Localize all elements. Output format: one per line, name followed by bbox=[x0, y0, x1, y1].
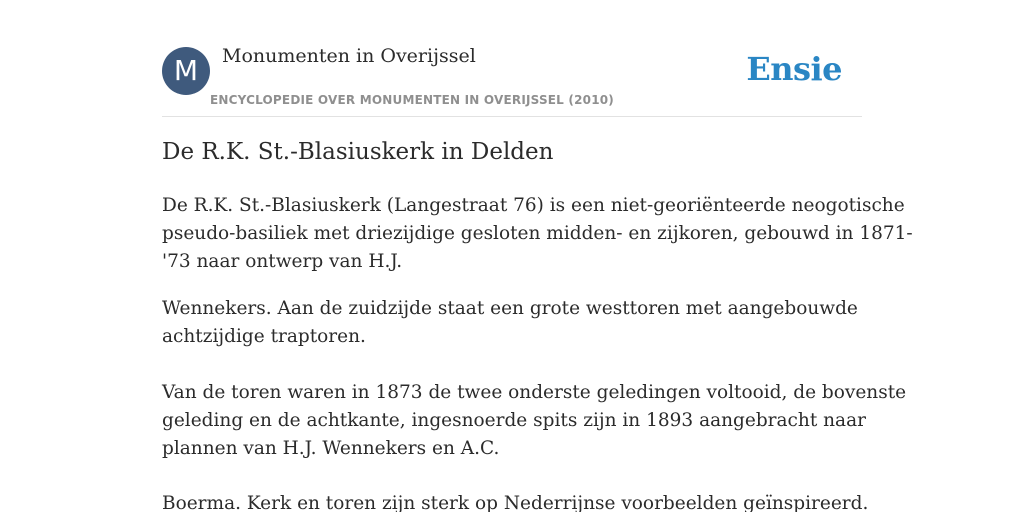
paragraph-line: Wennekers. Aan de zuidzijde staat een grote westtoren met aangebouwde bbox=[162, 298, 858, 319]
paragraph-4 bbox=[162, 490, 869, 512]
paragraph-3 bbox=[162, 379, 907, 463]
paragraph-line: pseudo-basiliek met driezijdige gesloten midden- en zijkoren, gebouwd in 1871- bbox=[162, 223, 913, 244]
source-subtitle: ENCYCLOPEDIE OVER MONUMENTEN IN OVERIJSSEL (2010) bbox=[210, 93, 614, 107]
paragraph-line: plannen van H.J. Wennekers en A.C. bbox=[162, 438, 500, 459]
paragraph-line: geleding en de achtkante, ingesnoerde spits zijn in 1893 aangebracht naar bbox=[162, 410, 866, 431]
avatar[interactable]: M bbox=[162, 47, 210, 95]
paragraph-line: achtzijdige traptoren. bbox=[162, 326, 366, 347]
paragraph-line: Van de toren waren in 1873 de twee onderste geledingen voltooid, de bovenste bbox=[162, 382, 907, 403]
page-title: De R.K. St.-Blasiuskerk in Delden bbox=[162, 139, 554, 165]
source-header bbox=[162, 0, 862, 117]
paragraph-line: De R.K. St.-Blasiuskerk (Langestraat 76) is een niet-georiënteerde neogotische bbox=[162, 195, 905, 216]
paragraph-2 bbox=[162, 295, 862, 351]
paragraph-line: Boerma. Kerk en toren zijn sterk op Nederrijnse voorbeelden geïnspireerd. bbox=[162, 493, 869, 512]
paragraph-line: '73 naar ontwerp van H.J. bbox=[162, 251, 403, 272]
ensie-logo-link[interactable]: Ensie bbox=[746, 50, 842, 88]
paragraph-1 bbox=[162, 192, 913, 276]
source-title-link[interactable]: Monumenten in Overijssel bbox=[222, 45, 476, 67]
